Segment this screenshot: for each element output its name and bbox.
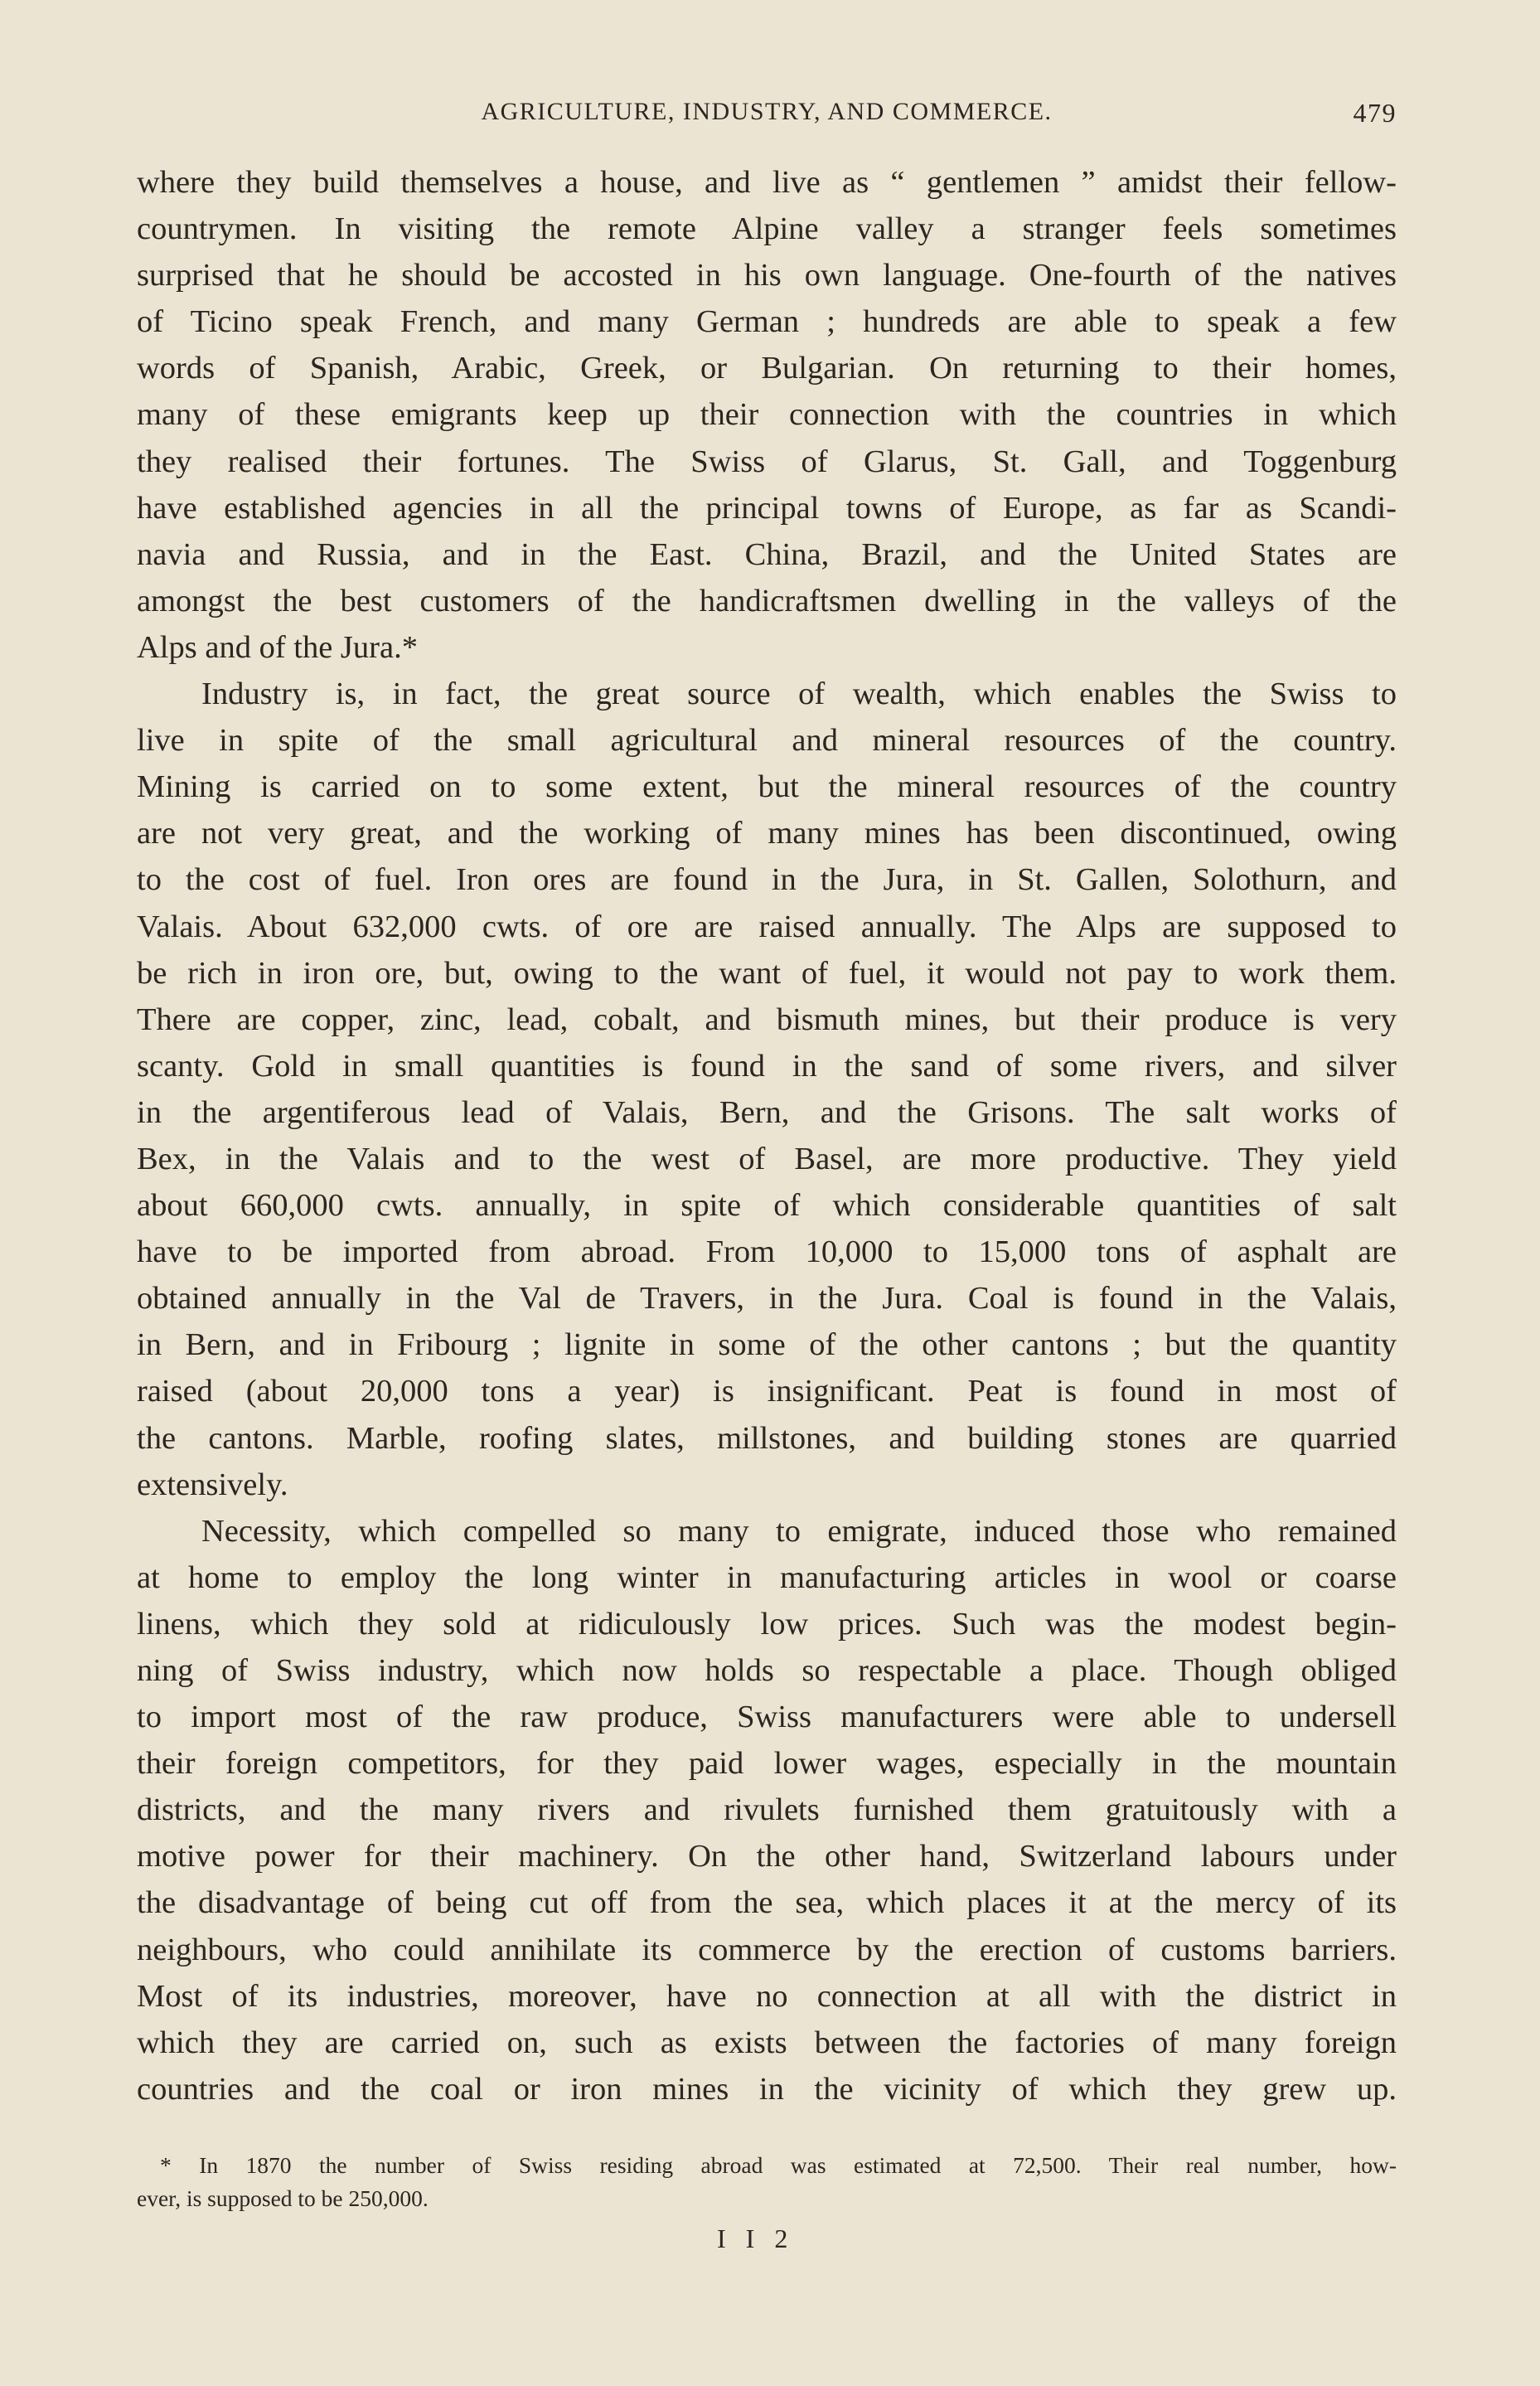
text-line: neighbours, who could annihilate its commerce by the erection of customs barriers.	[137, 1932, 1397, 1967]
text-line-paragraph-end: extensively.	[137, 1467, 288, 1502]
text-line: motive power for their machinery. On the other hand, Switzerland labours under	[137, 1839, 1397, 1874]
text-line: Mining is carried on to some extent, but the mineral resources of the country	[137, 769, 1397, 805]
text-line: about 660,000 cwts. annually, in spite of which considerable quantities of salt	[137, 1188, 1397, 1224]
text-line: which they are carried on, such as exists between the factories of many foreign	[137, 2025, 1397, 2060]
footnote-line: * In 1870 the number of Swiss residing abroad was estimated at 72,500. Their real number, how-	[160, 2152, 1397, 2178]
footnote-line: ever, is supposed to be 250,000.	[137, 2185, 429, 2211]
text-line: where they build themselves a house, and live as “ gentlemen ” amidst their fellow-	[137, 165, 1397, 200]
text-line: to the cost of fuel. Iron ores are found in the Jura, in St. Gallen, Solothurn, and	[137, 862, 1397, 898]
text-line: countrymen. In visiting the remote Alpine valley a stranger feels sometimes	[137, 211, 1397, 247]
text-line: have to be imported from abroad. From 10,000 to 15,000 tons of asphalt are	[137, 1234, 1397, 1270]
text-line: are not very great, and the working of many mines has been discontinued, owing	[137, 816, 1397, 851]
text-line: districts, and the many rivers and rivulets furnished them gratuitously with a	[137, 1792, 1397, 1828]
running-head	[137, 93, 1397, 134]
text-line: raised (about 20,000 tons a year) is insignificant. Peat is found in most of	[137, 1374, 1397, 1409]
text-line: have established agencies in all the principal towns of Europe, as far as Scandi-	[137, 490, 1397, 526]
text-line: be rich in iron ore, but, owing to the want of fuel, it would not pay to work them.	[137, 955, 1397, 991]
text-line: Bex, in the Valais and to the west of Basel, are more productive. They yield	[137, 1141, 1397, 1176]
text-line-paragraph-end: Alps and of the Jura.*	[137, 629, 418, 665]
running-title: AGRICULTURE, INDUSTRY, AND COMMERCE.	[481, 98, 1053, 125]
page-number: 479	[1353, 98, 1397, 128]
text-line: live in spite of the small agricultural and mineral resources of the country.	[137, 723, 1397, 759]
text-line: to import most of the raw produce, Swiss manufacturers were able to undersell	[137, 1700, 1397, 1735]
text-line: at home to employ the long winter in manufacturing articles in wool or coarse	[137, 1559, 1397, 1595]
text-line: Most of its industries, moreover, have no connection at all with the district in	[137, 1978, 1397, 2014]
text-line: they realised their fortunes. The Swiss of Glarus, St. Gall, and Toggenburg	[137, 444, 1397, 479]
text-line: linens, which they sold at ridiculously low prices. Such was the modest begin-	[137, 1606, 1397, 1642]
text-line: of Ticino speak French, and many German ; hundreds are able to speak a few	[137, 304, 1397, 340]
text-line: many of these emigrants keep up their connection with the countries in which	[137, 397, 1397, 433]
text-line: scanty. Gold in small quantities is found in the sand of some rivers, and silver	[137, 1048, 1397, 1084]
text-line: in Bern, and in Fribourg ; lignite in some of the other cantons ; but the quantity	[137, 1327, 1397, 1363]
text-line: ning of Swiss industry, which now holds so respectable a place. Though obliged	[137, 1653, 1397, 1688]
text-line: surprised that he should be accosted in his own language. One-fourth of the natives	[137, 258, 1397, 293]
text-line-paragraph-start: Industry is, in fact, the great source of wealth, which enables the Swiss to	[201, 677, 1397, 712]
text-line: obtained annually in the Val de Travers, in the Jura. Coal is found in the Valais,	[137, 1281, 1397, 1317]
text-line-paragraph-start: Necessity, which compelled so many to emigrate, induced those who remained	[201, 1513, 1397, 1549]
text-line: amongst the best customers of the handicraftsmen dwelling in the valleys of the	[137, 583, 1397, 618]
text-line: the disadvantage of being cut off from the sea, which places it at the mercy of its	[137, 1885, 1397, 1921]
text-line: the cantons. Marble, roofing slates, millstones, and building stones are quarried	[137, 1420, 1397, 1456]
text-line: Valais. About 632,000 cwts. of ore are raised annually. The Alps are supposed to	[137, 909, 1397, 944]
text-line: in the argentiferous lead of Valais, Bern, and the Grisons. The salt works of	[137, 1094, 1397, 1130]
body-text	[137, 159, 1397, 2112]
text-line: navia and Russia, and in the East. China, Brazil, and the United States are	[137, 536, 1397, 572]
text-line: There are copper, zinc, lead, cobalt, and bismuth mines, but their produce is very	[137, 1001, 1397, 1037]
signature-mark: I I 2	[717, 2224, 795, 2253]
text-line: words of Spanish, Arabic, Greek, or Bulgarian. On returning to their homes,	[137, 351, 1397, 386]
text-line: countries and the coal or iron mines in the vicinity of which they grew up.	[137, 2071, 1397, 2107]
footnote	[137, 2149, 1397, 2215]
text-line: their foreign competitors, for they paid lower wages, especially in the mountain	[137, 1746, 1397, 1782]
